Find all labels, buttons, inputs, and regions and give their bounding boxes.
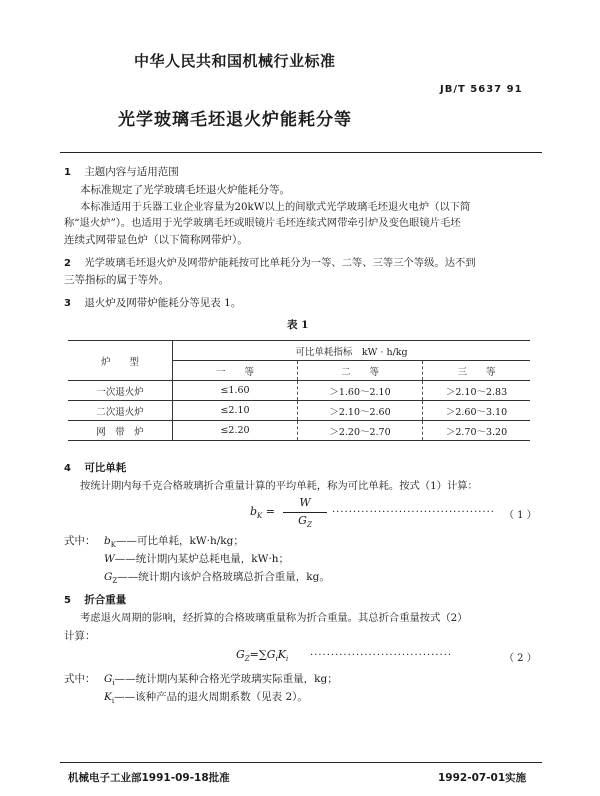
section-2-line-1: 光学玻璃毛坯退火炉及网带炉能耗按可比单耗分为一等、二等、三等三个等级。达不到 [84, 257, 476, 269]
where-5-2-text: ——该种产品的退火周期系数（见表 2）。 [114, 691, 308, 703]
table-header-metric: 可比单耗指标 kW · h/kg [173, 341, 531, 361]
formula-2-rhs-subscript-2: i [286, 655, 289, 664]
where-5-1-symbol: G [104, 673, 113, 685]
table-row [68, 401, 530, 421]
table-cell-grade-3: ＞2.70～3.20 [423, 421, 531, 441]
table-1 [68, 340, 530, 441]
where-1-text: ——可比单耗，kW·h/kg； [115, 535, 244, 547]
where-5-2-subscript: i [111, 697, 115, 706]
standard-code: JB/T 5637 91 [440, 84, 523, 95]
formula-2 [236, 648, 288, 663]
section-5-heading-row [64, 592, 126, 609]
header-divider [60, 152, 542, 153]
section-1-paragraph-2-line-2: 称“退火炉”）。也适用于光学玻璃毛坯或眼镜片毛坯连续式网带牵引炉及变色眼镜片毛坯 [64, 217, 461, 229]
table-cell-grade-2: ＞1.60～2.10 [298, 381, 423, 401]
where-2-text: ——统计期内某炉总耗电量，kW·h； [114, 553, 290, 565]
where-3-text: ——统计期内该炉合格玻璃总折合重量，kg。 [117, 571, 330, 583]
formula-1-fraction-bar [283, 512, 327, 513]
section-4-where-label: 式中： [64, 535, 96, 547]
section-2-line-2: 三等指标的属于等外。 [64, 274, 169, 286]
where-1-symbol: b [104, 535, 111, 547]
table-cell-type: 二次退火炉 [68, 401, 173, 421]
table-cell-grade-3: ＞2.60～3.10 [423, 401, 531, 421]
table-grade-2: 二 等 [298, 361, 423, 381]
formula-1-equals: = [265, 505, 275, 518]
where-5-1-subscript: i [112, 679, 115, 688]
section-1-paragraph-1: 本标准规定了光学玻璃毛坯退火炉能耗分等。 [80, 184, 290, 196]
where-2-symbol: W [104, 553, 115, 565]
approval-date: 机械电子工业部1991-09-18批准 [68, 772, 230, 784]
formula-1-denominator [283, 514, 327, 529]
table-1-caption: 表 1 [287, 319, 309, 331]
table-grade-1: 一 等 [173, 361, 298, 381]
where-1-subscript: K [110, 541, 116, 550]
table-cell-type: 一次退火炉 [68, 381, 173, 401]
section-2-number: 2 [64, 258, 71, 269]
formula-1-numerator: W [299, 496, 311, 509]
table-header-furnace-type: 炉 型 [68, 341, 173, 381]
formula-2-lhs-subscript: Z [244, 655, 250, 664]
table-header-row [68, 341, 530, 361]
section-4-where-2 [104, 551, 289, 567]
formula-2-rhs-sum: =∑G [249, 648, 276, 661]
section-5-where-label: 式中： [64, 673, 96, 685]
where-5-2-symbol: K [104, 691, 112, 703]
table-row [68, 421, 530, 441]
section-4-text: 按统计期内每千克合格玻璃折合重量计算的平均单耗，称为可比单耗。按式（1）计算： [80, 480, 478, 492]
where-3-subscript: Z [112, 577, 118, 586]
table-cell-grade-1: ≤2.10 [173, 401, 298, 421]
section-5-line-1: 考虑退火周期的影响，经折算的合格玻璃重量称为折合重量。其总折合重量按式（2） [80, 612, 468, 624]
standard-body-title: 中华人民共和国机械行业标准 [134, 52, 336, 70]
formula-1-lhs-symbol: b [250, 505, 258, 518]
document-title: 光学玻璃毛坯退火炉能耗分等 [118, 110, 352, 130]
formula-1-den-subscript: Z [306, 521, 312, 530]
table-cell-grade-3: ＞2.10～2.83 [423, 381, 531, 401]
formula-1-dots: ······································· [332, 507, 495, 518]
where-5-1-text: ——统计期内某种合格光学玻璃实际重量，kg； [114, 673, 338, 685]
section-3-text: 退火炉及网带炉能耗分等见表 1。 [84, 297, 242, 309]
section-2-line-1-row [64, 255, 476, 272]
section-3-number: 3 [64, 298, 71, 309]
table-cell-grade-2: ＞2.10～2.60 [298, 401, 423, 421]
formula-1-number: （ 1 ） [504, 510, 537, 521]
formula-1-den-symbol: G [298, 514, 307, 527]
formula-2-rhs-k: K [277, 648, 286, 661]
section-1-heading: 主题内容与适用范围 [84, 166, 179, 178]
section-5-heading: 折合重量 [84, 594, 127, 606]
table-grade-3: 三 等 [423, 361, 531, 381]
section-1-heading-row [64, 164, 179, 181]
where-3-symbol: G [104, 571, 113, 583]
section-4-where-3 [104, 569, 330, 589]
formula-2-number: （ 2 ） [504, 653, 537, 664]
section-1-number: 1 [64, 167, 71, 178]
section-1-paragraph-2-line-1: 本标准适用于兵器工业企业容量为20kW以上的间歇式光学玻璃毛坯退火电炉（以下简 [80, 201, 471, 213]
footer-divider [60, 762, 542, 763]
table-row [68, 381, 530, 401]
section-5-number: 5 [64, 595, 71, 606]
section-4-number: 4 [64, 463, 71, 474]
table-cell-grade-1: ≤2.20 [173, 421, 298, 441]
table-cell-type: 网 带 炉 [68, 421, 173, 441]
formula-2-dots: ·································· [310, 650, 453, 661]
formula-2-lhs-symbol: G [236, 648, 245, 661]
section-1-paragraph-2-line-3: 连续式网带显色炉（以下简称网带炉）。 [64, 234, 248, 246]
section-5-where-2 [104, 689, 308, 709]
section-4-heading-row [64, 460, 126, 477]
table-cell-grade-1: ≤1.60 [173, 381, 298, 401]
section-4-heading: 可比单耗 [84, 462, 127, 474]
section-5-line-2: 计算： [64, 630, 96, 642]
formula-1-lhs-subscript: K [257, 512, 263, 521]
section-3-row [64, 295, 241, 312]
table-cell-grade-2: ＞2.20～2.70 [298, 421, 423, 441]
formula-2-rhs-subscript-1: i [275, 655, 278, 664]
effective-date: 1992-07-01实施 [438, 772, 527, 784]
